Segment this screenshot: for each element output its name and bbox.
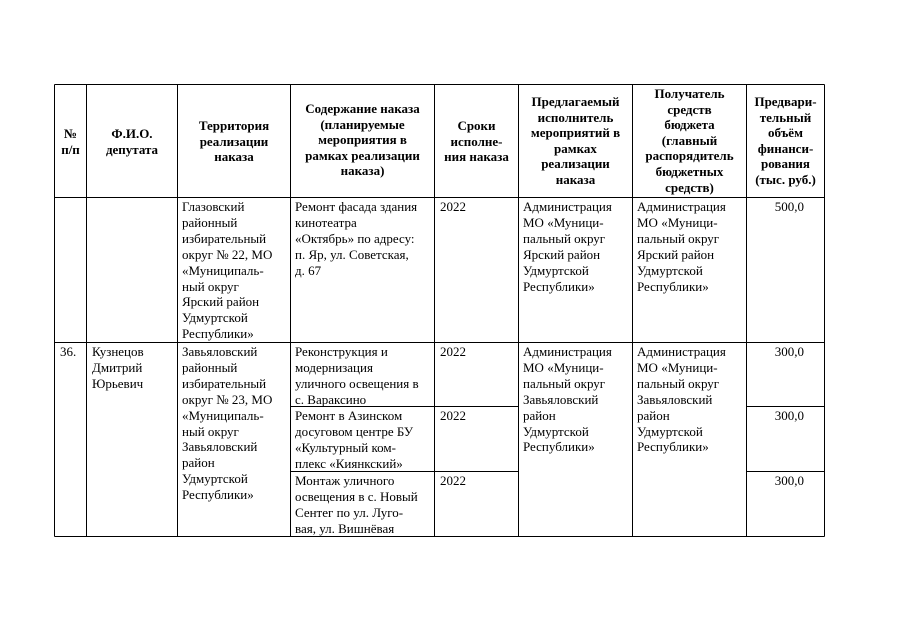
header-deputy: Ф.И.О. депутата [105, 126, 159, 157]
row2-territory: Завьяловский районный избирательный округ № 23, МО «Муниципаль- ный округ Завьяловский район Удмуртской Республики» [182, 344, 273, 503]
row1-content: Ремонт фасада здания кинотеатра «Октябрь» по адресу: п. Яр, ул. Советская, д. 67 [295, 199, 418, 278]
subrow2-content: Ремонт в Азинском досуговом центре БУ «Культурный ком- плекс «Киянкский» [295, 408, 414, 471]
subrow1-term: 2022 [440, 344, 466, 359]
header-funding: Предвари- тельный объём финанси- рования (тыс. руб.) [754, 94, 817, 187]
subrow1-content: Реконструкция и модернизация уличного освещения в с. Вараксино [295, 344, 419, 407]
subrow1-amount: 300,0 [774, 344, 804, 359]
header-recipient: Получатель средств бюджета (главный распорядитель бюджетных средств) [645, 86, 734, 195]
header-term: Сроки исполне- ния наказа [444, 118, 509, 165]
row1-amount: 500,0 [774, 199, 804, 214]
subrow3-content: Монтаж уличного освещения в с. Новый Сентег по ул. Луго- вая, ул. Вишнёвая [295, 473, 418, 536]
row2-number: 36. [60, 344, 77, 359]
subrow3-amount: 300,0 [774, 473, 804, 488]
row1-recipient: Администрация МО «Муници- пальный округ Ярский район Удмуртской Республики» [637, 199, 726, 294]
subrow2-term: 2022 [440, 408, 466, 423]
row2-executor: Администрация МО «Муници- пальный округ Завьяловский район Удмуртской Республики» [523, 344, 612, 455]
subrow3-term: 2022 [440, 473, 466, 488]
row2-recipient: Администрация МО «Муници- пальный округ Завьяловский район Удмуртской Республики» [637, 344, 726, 455]
row1-executor: Администрация МО «Муници- пальный округ Ярский район Удмуртской Республики» [523, 199, 612, 294]
header-number: № п/п [61, 126, 80, 157]
row1-term: 2022 [440, 199, 466, 214]
row2-deputy: Кузнецов Дмитрий Юрьевич [92, 344, 144, 391]
subrow2-amount: 300,0 [774, 408, 804, 423]
row1-territory: Глазовский районный избирательный округ № 22, МО «Муниципаль- ный округ Ярский район Удмуртской Республики» [182, 199, 273, 342]
header-executor: Предлагаемый исполнитель мероприятий в рамках реализации наказа [530, 94, 621, 187]
header-territory: Территория реализации наказа [198, 118, 270, 165]
header-content: Содержание наказа (планируемые мероприятия в рамках реализации наказа) [305, 101, 420, 179]
